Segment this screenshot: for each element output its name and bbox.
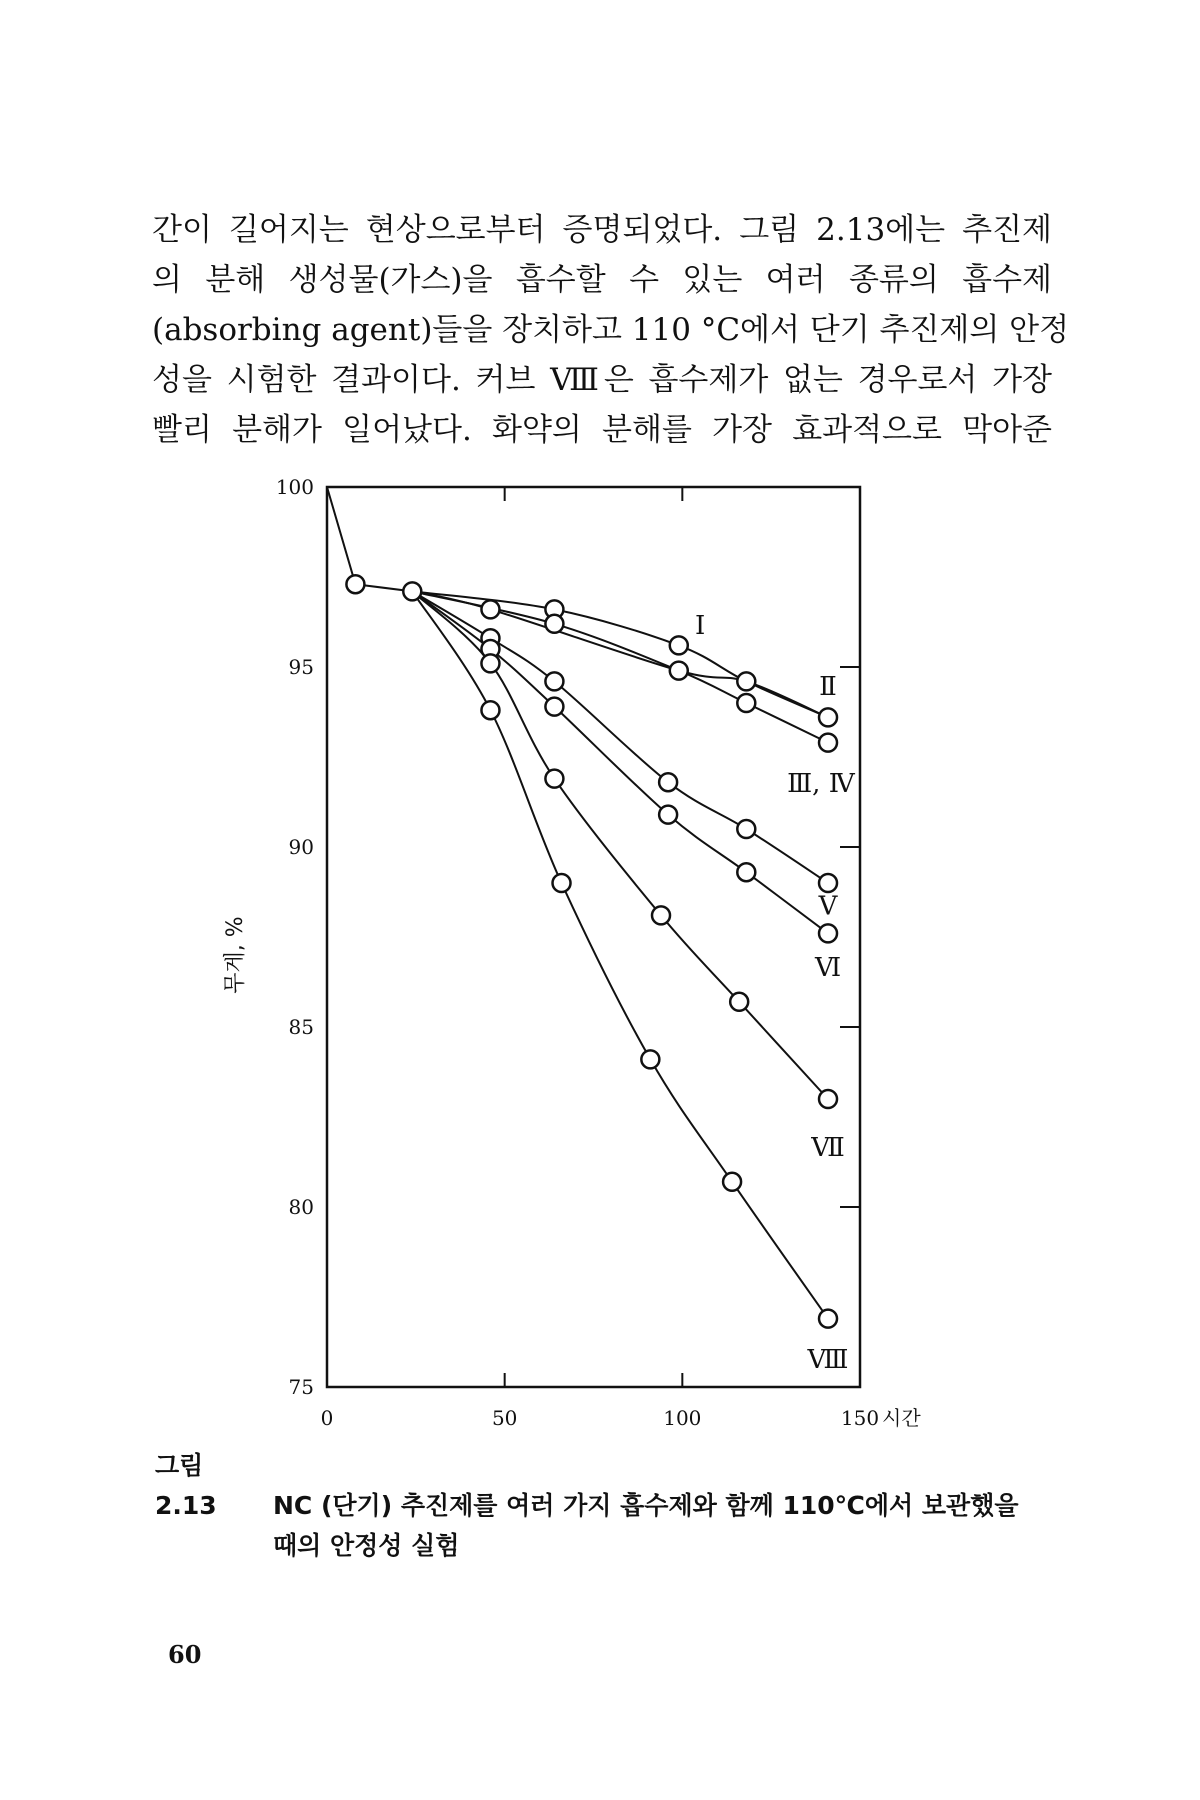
data-point: [553, 874, 571, 892]
page-number: 60: [168, 1640, 202, 1669]
series-label: Ⅶ: [811, 1132, 845, 1163]
y-tick-label: 75: [288, 1375, 314, 1399]
series-line-4: [412, 591, 828, 883]
caption-text-line2: 때의 안정성 실험: [273, 1531, 460, 1560]
series-label: Ⅴ: [818, 891, 838, 922]
data-point: [819, 734, 837, 752]
series-label: I: [694, 610, 706, 641]
series-label: Ⅱ: [819, 672, 837, 702]
data-point: [819, 1310, 837, 1328]
data-point: [481, 701, 499, 719]
x-tick-label: 100: [663, 1406, 702, 1430]
data-point: [737, 694, 755, 712]
data-point: [819, 924, 837, 942]
body-line: (absorbing agent)들을 장치하고 110 °C에서 단기 추진제의 안정: [152, 312, 1070, 348]
body-line: 성을 시험한 결과이다. 커브 Ⅷ은 흡수제가 없는 경우로서 가장: [152, 362, 1052, 398]
x-tick-label: 0: [320, 1406, 334, 1430]
series-line-2: [412, 591, 828, 717]
body-line: 의 분해 생성물(가스)을 흡수할 수 있는 여러 종류의 흡수제: [152, 262, 1052, 298]
shared-start-line: [327, 487, 412, 591]
series-label: Ⅵ: [814, 952, 842, 983]
data-point: [670, 636, 688, 654]
y-tick-label: 80: [288, 1195, 314, 1219]
data-point: [641, 1050, 659, 1068]
data-point: [819, 1090, 837, 1108]
y-tick-label: 100: [275, 475, 314, 499]
data-point: [481, 600, 499, 618]
data-point: [545, 672, 563, 690]
data-point: [659, 773, 677, 791]
y-tick-label: 95: [288, 655, 314, 679]
data-point: [659, 806, 677, 824]
series-line-7: [412, 591, 828, 1318]
data-point: [545, 698, 563, 716]
series-label: Ⅲ, Ⅳ: [787, 769, 855, 800]
body-line: 빨리 분해가 일어났다. 화약의 분해를 가장 효과적으로 막아준: [152, 412, 1052, 448]
figure-caption: [155, 1446, 1035, 1566]
body-line: 간이 길어지는 현상으로부터 증명되었다. 그림 2.13에는 추진제: [152, 212, 1052, 248]
data-point: [723, 1173, 741, 1191]
data-point: [737, 672, 755, 690]
series-line-5: [412, 591, 828, 933]
data-point: [346, 575, 364, 593]
series-label: Ⅷ: [807, 1345, 849, 1376]
series-line-1: [412, 591, 828, 717]
data-point: [545, 615, 563, 633]
data-point: [652, 906, 670, 924]
y-tick-label: 90: [288, 835, 314, 859]
data-point: [545, 770, 563, 788]
figure-label: 그림 2.13: [155, 1451, 217, 1520]
data-point: [737, 863, 755, 881]
x-tick-label: 150: [840, 1406, 880, 1430]
data-point: [403, 582, 421, 600]
y-axis-label: 무게, %: [223, 916, 248, 994]
data-point: [819, 708, 837, 726]
x-tick-label: 50: [491, 1406, 518, 1430]
caption-text: NC (단기) 추진제를 여러 가지 흡수제와 함께 110℃에서 보관했을: [273, 1491, 1019, 1520]
series-line-6: [412, 591, 828, 1099]
y-tick-label: 85: [288, 1015, 314, 1039]
series-line-3: [412, 591, 828, 742]
data-point: [481, 654, 499, 672]
data-point: [737, 820, 755, 838]
data-point: [730, 993, 748, 1011]
data-point: [670, 662, 688, 680]
x-axis-unit: 시간: [882, 1406, 921, 1430]
data-point: [819, 874, 837, 892]
